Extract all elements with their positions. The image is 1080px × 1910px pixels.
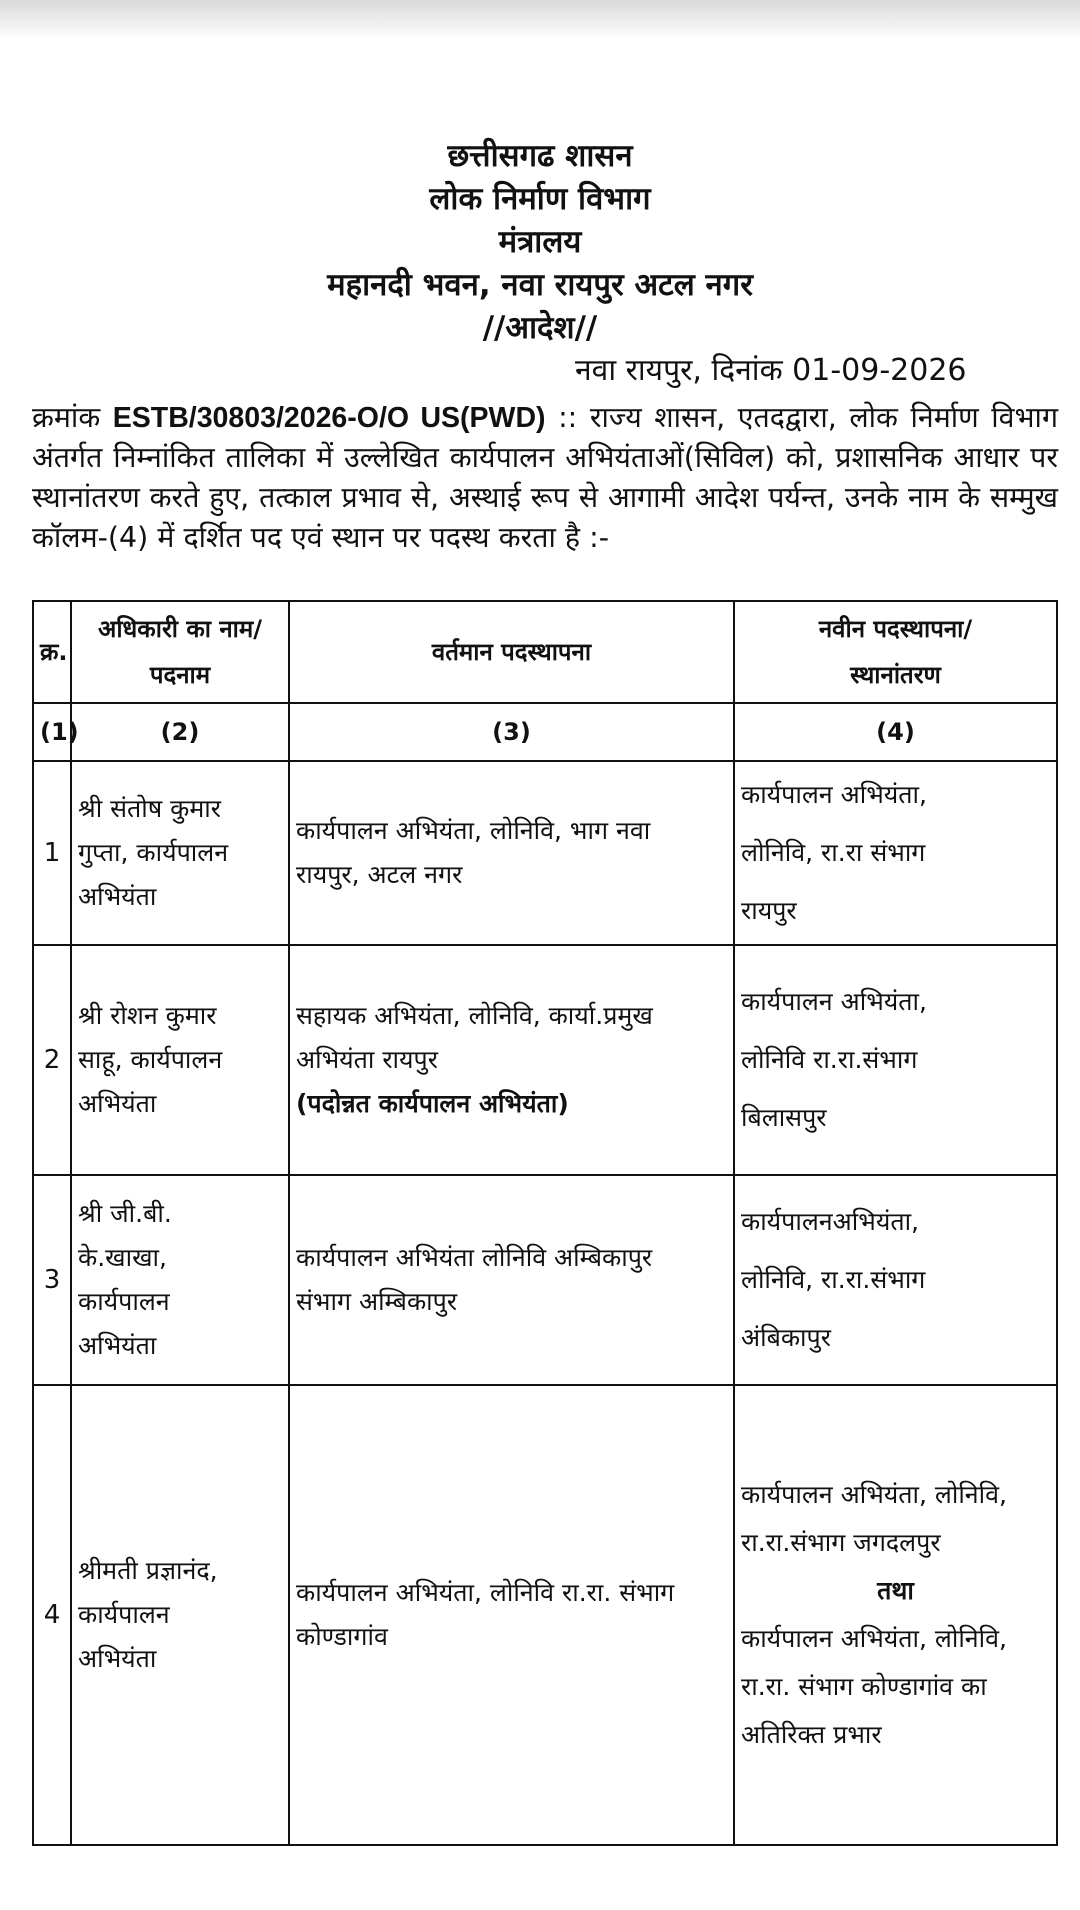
text-line: अंबिकापुर [741, 1323, 831, 1352]
new-posting [734, 1385, 1057, 1845]
new-posting [734, 1175, 1057, 1385]
promotion-note: (पदोन्नत कार्यपालन अभियंता) [296, 1089, 569, 1118]
column-number: (4) [734, 703, 1057, 761]
header-ministry: मंत्रालय [498, 224, 582, 260]
header-new-posting-line1: नवीन पदस्थापना/ [818, 615, 973, 643]
text-line: संभाग अम्बिकापुर [296, 1287, 458, 1316]
header-department: लोक निर्माण विभाग [429, 181, 651, 217]
text-line: कार्यपालन अभियंता, [741, 780, 927, 809]
officer-name [71, 761, 289, 945]
text-line: श्री जी.बी. [78, 1199, 172, 1228]
header-address: महानदी भवन, नवा रायपुर अटल नगर [327, 267, 753, 303]
text-line: कोण्डागांव [296, 1622, 388, 1651]
header-new-posting-line2: स्थानांतरण [850, 661, 941, 689]
text-line: गुप्ता, कार्यपालन [78, 838, 229, 867]
new-posting [734, 761, 1057, 945]
order-prefix: क्रमांक [32, 401, 113, 434]
officer-name [71, 945, 289, 1175]
column-number-row [33, 703, 1057, 761]
text-line: रा.रा.संभाग जगदलपुर [741, 1528, 941, 1557]
header-officer-name-line2: पदनाम [149, 661, 211, 689]
table-row [33, 1175, 1057, 1385]
text-line: श्री संतोष कुमार [78, 794, 221, 823]
current-posting [289, 1385, 734, 1845]
header-officer-name-line1: अधिकारी का नाम/ [97, 615, 262, 643]
text-line: कार्यपालनअभियंता, [741, 1207, 919, 1236]
current-posting [289, 945, 734, 1175]
order-reference: ESTB/30803/2026-O/O US(PWD) [112, 402, 546, 434]
text-line: अभियंता [78, 882, 157, 911]
text-line: कार्यपालन अभियंता, लोनिवि, [741, 1624, 1007, 1653]
column-number: (2) [71, 703, 289, 761]
row-serial: 1 [33, 761, 71, 945]
transfer-table [32, 600, 1058, 1846]
text-line: कार्यपालन अभियंता लोनिवि अम्बिकापुर [296, 1243, 653, 1272]
officer-name [71, 1175, 289, 1385]
text-line: कार्यपालन [78, 1600, 170, 1629]
text-line: कार्यपालन अभियंता, लोनिवि, भाग नवा [296, 816, 651, 845]
document-header [0, 135, 1080, 350]
row-serial: 4 [33, 1385, 71, 1845]
header-officer-name [71, 601, 289, 703]
text-line: कार्यपालन अभियंता, लोनिवि, [741, 1480, 1007, 1509]
text-line: रायपुर, अटल नगर [296, 860, 463, 889]
text-line: साहू, कार्यपालन [78, 1045, 223, 1074]
row-serial: 2 [33, 945, 71, 1175]
text-line: रायपुर [741, 896, 797, 925]
new-posting [734, 945, 1057, 1175]
current-posting [289, 1175, 734, 1385]
current-posting [289, 761, 734, 945]
text-line: कार्यपालन अभियंता, [741, 987, 927, 1016]
scan-shadow [0, 0, 1080, 40]
text-line: अभियंता [78, 1089, 157, 1118]
order-text: :: राज्य शासन, एतदद्वारा, लोक निर्माण विभाग अंतर्गत निम्नांकित तालिका में उल्लेखित कार्यपालन अभियंताओं(सिविल) को, प्रशासनिक आधार पर स्थानांतरण करते हुए, तत्काल प्रभाव से, अस्थाई रूप से आगामी आदेश पर्यन्त, उनके नाम के सम्मुख कॉलम-(4) में दर्शित पद एवं स्थान पर पदस्थ करता है :- [32, 401, 1058, 554]
row-serial: 3 [33, 1175, 71, 1385]
officer-name [71, 1385, 289, 1845]
header-serial: क्र. [33, 601, 71, 703]
table-header-row [33, 601, 1057, 703]
text-line: श्री रोशन कुमार [78, 1001, 217, 1030]
table-row [33, 945, 1057, 1175]
text-line: लोनिवि, रा.रा संभाग [741, 838, 926, 867]
text-line: अभियंता [78, 1331, 157, 1360]
and-conjunction: तथा [877, 1576, 914, 1605]
text-line: कार्यपालन अभियंता, लोनिवि रा.रा. संभाग [296, 1578, 675, 1607]
text-line: अभियंता रायपुर [296, 1045, 438, 1074]
order-paragraph [32, 398, 1058, 558]
column-number: (3) [289, 703, 734, 761]
text-line: लोनिवि, रा.रा.संभाग [741, 1265, 926, 1294]
header-new-posting [734, 601, 1057, 703]
table-row [33, 1385, 1057, 1845]
text-line: लोनिवि रा.रा.संभाग [741, 1045, 918, 1074]
text-line: के.खाखा, [78, 1243, 167, 1272]
header-current-posting: वर्तमान पदस्थापना [289, 601, 734, 703]
text-line: श्रीमती प्रज्ञानंद, [78, 1556, 218, 1585]
text-line: रा.रा. संभाग कोण्डागांव का [741, 1672, 987, 1701]
text-line: बिलासपुर [741, 1103, 827, 1132]
column-number: (1) [33, 703, 71, 761]
text-line: कार्यपालन [78, 1287, 170, 1316]
header-government: छत्तीसगढ शासन [447, 138, 633, 174]
table-row [33, 761, 1057, 945]
text-line: अभियंता [78, 1644, 157, 1673]
order-date: नवा रायपुर, दिनांक 01-09-2026 [575, 353, 967, 388]
text-line: सहायक अभियंता, लोनिवि, कार्या.प्रमुख [296, 1001, 653, 1030]
header-order-title: //आदेश// [482, 310, 598, 346]
text-line: अतिरिक्त प्रभार [741, 1720, 882, 1749]
